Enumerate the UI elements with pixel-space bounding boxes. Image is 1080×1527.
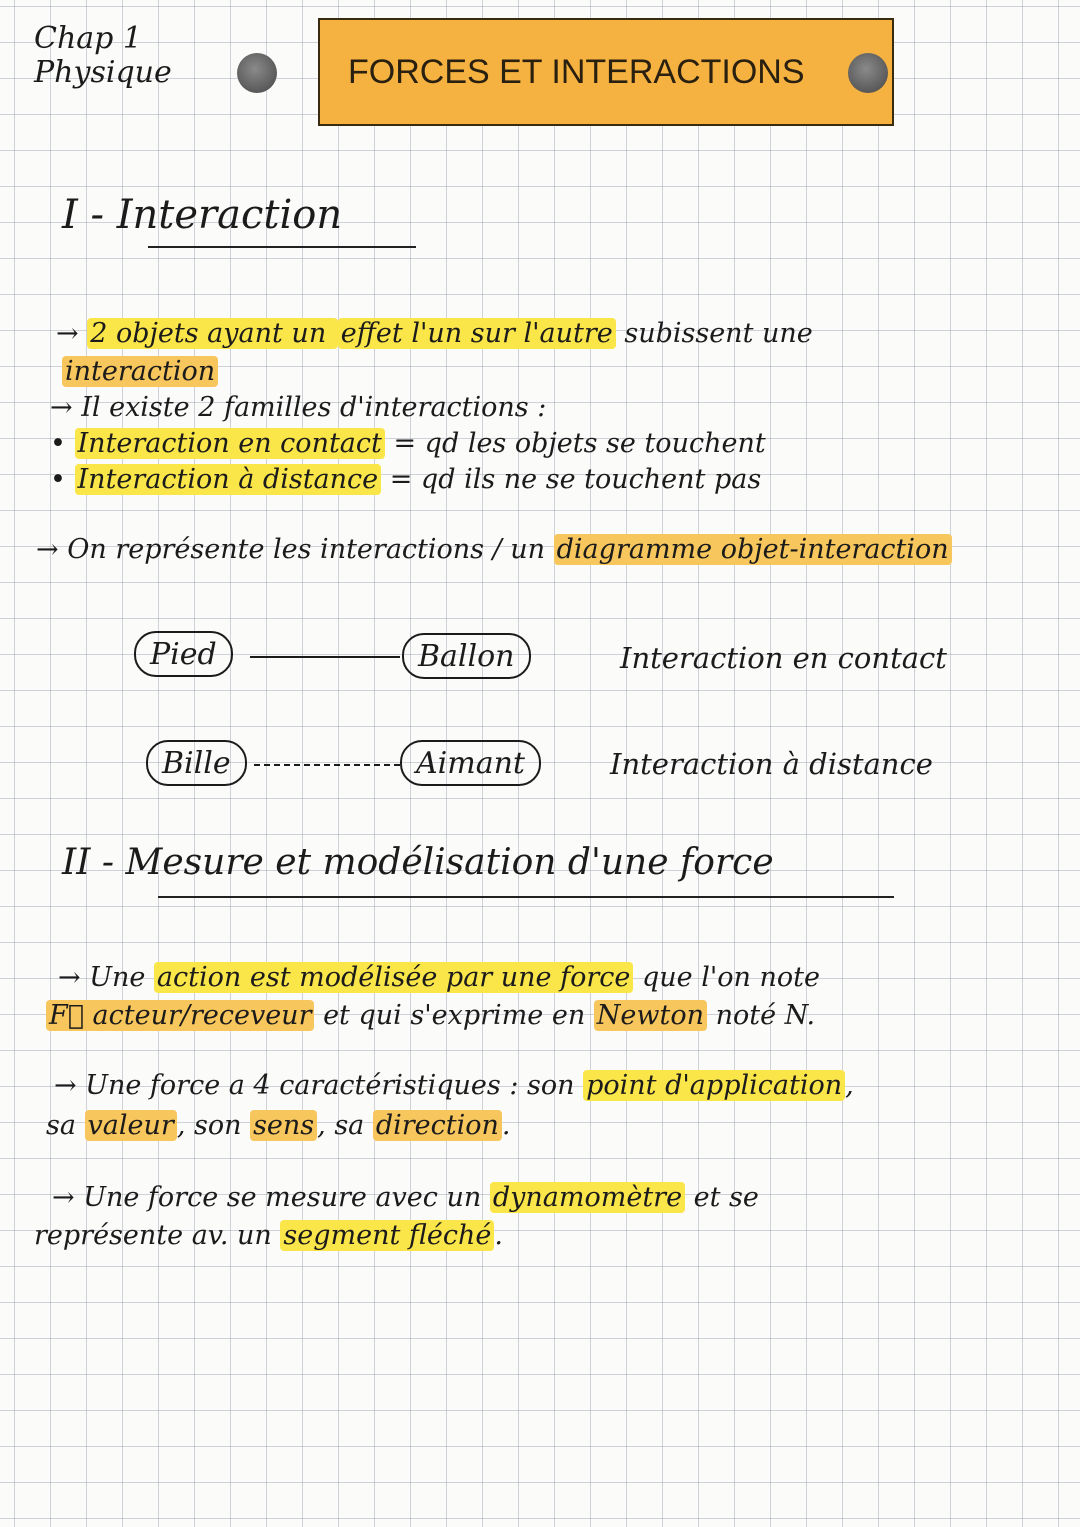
- note-line: [58, 960, 820, 996]
- highlighted-text: action est modélisée par une force: [154, 962, 633, 993]
- chapter-number: Chap 1: [34, 21, 142, 56]
- page-title: [318, 18, 894, 126]
- note-line: [54, 1068, 854, 1104]
- highlighted-text: Interaction en contact: [75, 428, 385, 459]
- text: → Il existe 2 familles d'interactions :: [50, 392, 547, 423]
- note-line: [50, 390, 546, 426]
- text: .: [501, 1110, 511, 1141]
- chapter-label: [34, 22, 172, 90]
- double-arrow-solid: [250, 656, 400, 658]
- highlighted-text: dynamomètre: [490, 1182, 685, 1213]
- text: que l'on note: [633, 962, 820, 993]
- heading-underline: [148, 246, 416, 248]
- subject: Physique: [34, 55, 172, 90]
- highlighted-text: Interaction à distance: [75, 464, 382, 495]
- highlighted-text: segment fléché: [280, 1220, 494, 1251]
- text: = qd les objets se touchent: [384, 428, 766, 459]
- diagram-node: Ballon: [402, 633, 531, 679]
- text: = qd ils ne se touchent pas: [381, 464, 762, 495]
- diagram-node: Bille: [146, 740, 247, 786]
- highlighted-text: Newton: [594, 1000, 707, 1031]
- text: et se: [685, 1182, 759, 1213]
- note-line: [46, 998, 815, 1034]
- diagram-node: Aimant: [400, 740, 541, 786]
- binder-hole: [848, 53, 888, 93]
- text: , son: [176, 1110, 251, 1141]
- highlighted-text: valeur: [85, 1110, 177, 1141]
- text: .: [494, 1220, 503, 1251]
- text: subissent une: [615, 318, 813, 349]
- note-line: [46, 1108, 511, 1144]
- heading-underline: [158, 896, 894, 898]
- diagram-node: Pied: [134, 631, 233, 677]
- note-line: [36, 532, 952, 568]
- text: → Une force se mesure avec un: [52, 1182, 490, 1213]
- highlighted-text: F⃗ acteur/receveur: [46, 1000, 314, 1031]
- note-line: [50, 426, 766, 462]
- text: représente av. un: [34, 1220, 281, 1251]
- text: sa: [46, 1110, 85, 1141]
- text: •: [50, 464, 75, 495]
- page-title-text: FORCES ET INTERACTIONS: [348, 52, 805, 91]
- interaction-type-label: Interaction en contact: [620, 641, 947, 675]
- text: •: [50, 428, 75, 459]
- text: → Une: [58, 962, 154, 993]
- interaction-type-label: Interaction à distance: [610, 747, 933, 781]
- text: ,: [845, 1070, 854, 1101]
- highlighted-text: 2 objets ayant un: [87, 318, 338, 349]
- text: et qui s'exprime en: [314, 1000, 594, 1031]
- highlighted-text: direction: [373, 1110, 502, 1141]
- note-line: [62, 354, 218, 390]
- note-line: [50, 462, 761, 498]
- note-line: [52, 1180, 759, 1216]
- text: → Une force a 4 caractéristiques : son: [54, 1070, 584, 1101]
- section-2-heading: II - Mesure et modélisation d'une force: [62, 842, 774, 883]
- highlighted-text: sens: [250, 1110, 317, 1141]
- highlighted-text: interaction: [62, 356, 218, 387]
- highlighted-text: effet l'un sur l'autre: [338, 318, 616, 349]
- highlighted-text: diagramme objet-interaction: [554, 534, 952, 565]
- text: → On représente les interactions / un: [36, 534, 554, 565]
- binder-hole: [237, 53, 277, 93]
- note-line: [56, 316, 813, 352]
- section-1-heading: I - Interaction: [62, 192, 343, 238]
- note-line: [34, 1218, 503, 1254]
- highlighted-text: point d'application: [583, 1070, 845, 1101]
- text: →: [56, 318, 88, 349]
- text: noté N.: [707, 1000, 816, 1031]
- text: , sa: [317, 1110, 373, 1141]
- double-arrow-dashed: [254, 764, 400, 766]
